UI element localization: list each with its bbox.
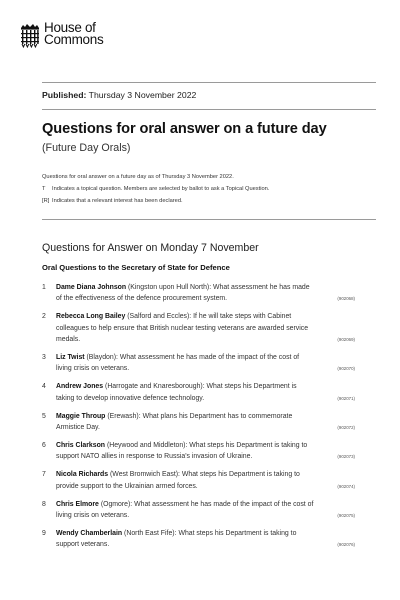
question-item <box>42 440 354 463</box>
question-reference: (902068) <box>337 296 355 302</box>
question-text-line: What steps his Department is taking to <box>181 471 300 479</box>
published-line <box>42 90 196 100</box>
question-text-line: living crisis on veterans. <box>56 512 130 519</box>
question-text-line: What steps his Department is taking to <box>189 441 308 449</box>
question-reference: (902076) <box>337 542 355 548</box>
question-number: 5 <box>42 412 46 420</box>
constituency: (Ogmore): <box>100 500 133 508</box>
logo-line-2: Commons <box>44 32 104 47</box>
section-subheading: Oral Questions to the Secretary of State for Defence <box>42 263 230 272</box>
question-item <box>42 352 354 375</box>
question-item <box>42 311 354 345</box>
question-reference: (902073) <box>337 454 355 460</box>
member-name: Maggie Throup <box>56 412 106 420</box>
section-title: Questions for Answer on Monday 7 November <box>42 242 259 254</box>
question-item <box>42 528 354 551</box>
member-name: Chris Clarkson <box>56 441 106 449</box>
question-number: 3 <box>42 354 46 362</box>
question-text-line: What assessment he has made of the impact of the cost of <box>134 500 314 508</box>
question-text-line: What steps his Department is <box>206 383 297 391</box>
member-name: Andrew Jones <box>56 383 104 391</box>
legend-text: Indicates a topical question. Members are selected by ballot to ask a Topical Question. <box>52 186 270 192</box>
constituency: (Blaydon): <box>86 354 118 362</box>
question-text-line: What assessment he has made <box>213 284 310 291</box>
legend-key: [R] <box>42 198 50 204</box>
published-label: Published: <box>42 90 87 100</box>
question-reference: (902071) <box>337 395 355 401</box>
question-text-line: colleagues to help ensure that British nuclear testing veterans are awarded service <box>56 324 309 332</box>
question-number: 4 <box>42 383 46 391</box>
question-item <box>42 499 354 522</box>
question-item <box>42 282 354 305</box>
question-item <box>42 381 354 404</box>
member-name: Chris Elmore <box>56 500 99 508</box>
divider-top <box>42 82 376 83</box>
constituency: (Kingston upon Hull North): <box>128 284 212 291</box>
question-reference: (902072) <box>337 425 355 431</box>
constituency: (Erewash): <box>107 412 141 420</box>
question-number: 1 <box>42 284 46 291</box>
member-name: Wendy Chamberlain <box>56 529 123 537</box>
member-name: Liz Twist <box>56 354 85 362</box>
divider-published <box>42 109 376 110</box>
question-reference: (902070) <box>337 366 355 372</box>
question-text-line: What steps his Department is taking to <box>178 529 297 537</box>
question-text-line: support veterans. <box>56 541 110 549</box>
logo-line-1: House of <box>44 20 96 35</box>
question-reference: (902075) <box>337 513 355 518</box>
member-name: Dame Diana Johnson <box>56 284 127 291</box>
question-text-line: provide support to the Ukrainian armed forces. <box>56 482 198 490</box>
intro-block <box>42 171 269 207</box>
question-text-line: medals. <box>56 336 81 344</box>
legend-text: Indicates that a relevant interest has been declared. <box>52 198 183 204</box>
page-title: Questions for oral answer on a future day <box>42 121 327 137</box>
question-number: 7 <box>42 471 46 479</box>
question-number: 8 <box>42 500 46 508</box>
question-item <box>42 469 354 492</box>
question-text-line: What plans his Department has to commemorate <box>142 412 293 420</box>
page-subtitle: (Future Day Orals) <box>42 142 131 154</box>
question-item <box>42 411 354 434</box>
question-number: 6 <box>42 441 46 449</box>
member-name: Nicola Richards <box>56 471 109 479</box>
question-list <box>42 282 354 551</box>
question-text-line: support NATO allies in response to Russia's invasion of Ukraine. <box>56 453 253 461</box>
question-text-line: What assessment he has made of the impact of the cost of <box>119 354 300 362</box>
question-text-line: taking to develop innovative defence technology. <box>56 394 205 402</box>
constituency: (North East Fife): <box>124 529 177 537</box>
house-of-commons-logo <box>20 22 103 48</box>
constituency: (Heywood and Middleton): <box>106 441 188 449</box>
question-text-line: Armistice Day. <box>56 424 100 432</box>
constituency: (Harrogate and Knaresborough): <box>105 383 205 391</box>
question-number: 2 <box>42 313 46 321</box>
legend-key: T <box>42 186 46 192</box>
member-name: Rebecca Long Bailey <box>56 313 126 321</box>
legend-interest <box>42 195 269 207</box>
question-number: 9 <box>42 529 46 537</box>
question-reference: (902069) <box>337 337 355 343</box>
intro-text: Questions for oral answer on a future day as of Thursday 3 November 2022. <box>42 174 234 180</box>
divider-section <box>42 219 376 220</box>
legend-topical <box>42 183 269 195</box>
constituency: (Salford and Eccles): <box>127 313 192 321</box>
portcullis-icon <box>20 23 40 48</box>
question-text-line: of the effectiveness of the defence procurement system. <box>56 295 228 303</box>
constituency: (West Bromwich East): <box>110 471 180 479</box>
logo-wordmark <box>44 22 103 46</box>
published-date: Thursday 3 November 2022 <box>88 90 197 100</box>
question-text-line: If he will take steps with Cabinet <box>193 313 292 321</box>
question-text-line: living crisis on veterans. <box>56 365 130 373</box>
question-reference: (902074) <box>337 483 355 489</box>
